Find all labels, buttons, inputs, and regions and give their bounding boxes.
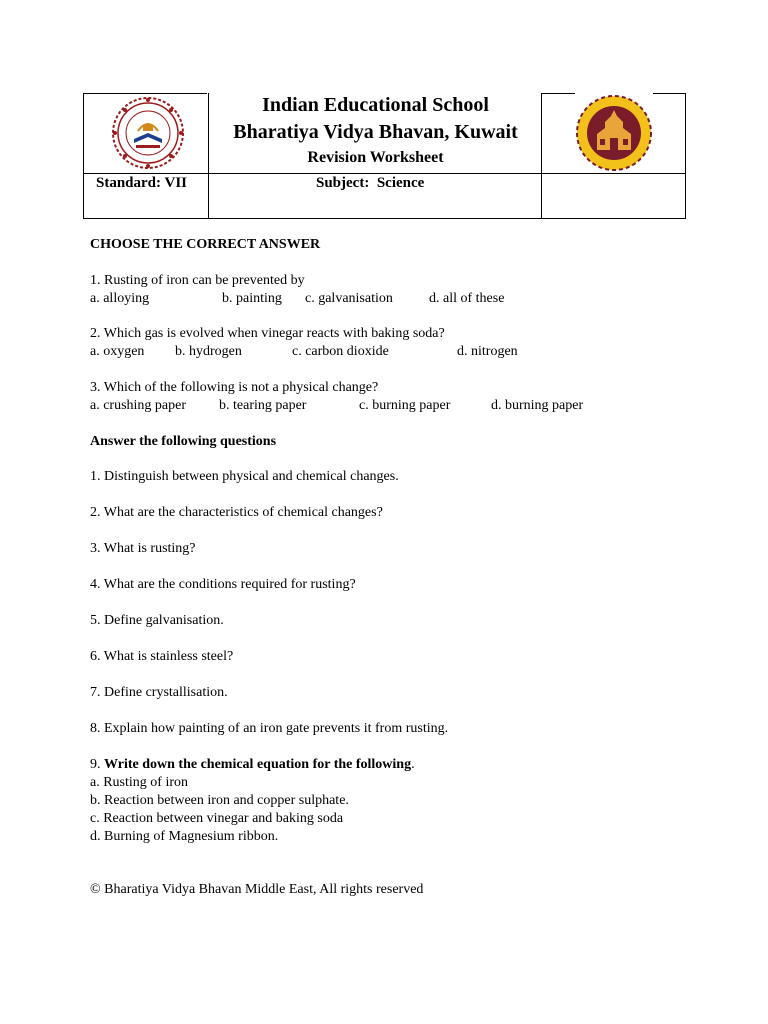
header-divider-left bbox=[208, 93, 209, 219]
header-bottom-border bbox=[83, 218, 686, 219]
org-name: Bharatiya Vidya Bhavan, Kuwait bbox=[233, 121, 518, 143]
header-divider-right bbox=[541, 93, 542, 219]
section-heading-mcq: CHOOSE THE CORRECT ANSWER bbox=[90, 237, 321, 252]
mcq-question: 3. Which of the following is not a physical change? bbox=[90, 380, 379, 395]
question-item: 8. Explain how painting of an iron gate prevents it from rusting. bbox=[90, 721, 449, 736]
temple-emblem-logo-icon bbox=[575, 94, 653, 172]
header-row-separator bbox=[83, 173, 686, 174]
question-item: 2. What are the characteristics of chemical changes? bbox=[90, 505, 383, 520]
school-crest-logo-icon bbox=[110, 95, 186, 171]
mcq-option: c. carbon dioxide bbox=[292, 344, 389, 359]
mcq-option: d. nitrogen bbox=[457, 344, 518, 359]
header-top-border-right bbox=[653, 93, 686, 94]
section-heading-answer: Answer the following questions bbox=[90, 434, 277, 449]
subject-label: Subject: Science bbox=[316, 175, 425, 191]
mcq-option: a. alloying bbox=[90, 291, 150, 306]
question-item: 5. Define galvanisation. bbox=[90, 613, 224, 628]
header-top-border bbox=[83, 93, 207, 94]
question-item: 3. What is rusting? bbox=[90, 541, 196, 556]
school-name: Indian Educational School bbox=[262, 94, 489, 116]
question-item: 6. What is stainless steel? bbox=[90, 649, 234, 664]
mcq-option: b. painting bbox=[222, 291, 282, 306]
mcq-option: a. crushing paper bbox=[90, 398, 187, 413]
question-item-9 bbox=[90, 757, 415, 773]
mcq-option: c. burning paper bbox=[359, 398, 451, 413]
mcq-option: c. galvanisation bbox=[305, 291, 393, 306]
question-punctuation: . bbox=[411, 757, 415, 772]
question-item: 7. Define crystallisation. bbox=[90, 685, 228, 700]
header-left-border bbox=[83, 93, 84, 219]
header-top-border-mid bbox=[541, 93, 575, 94]
mcq-option: d. all of these bbox=[429, 291, 505, 306]
mcq-option: a. oxygen bbox=[90, 344, 145, 359]
sub-item: a. Rusting of iron bbox=[90, 775, 188, 790]
mcq-option: b. hydrogen bbox=[175, 344, 242, 359]
mcq-question: 2. Which gas is evolved when vinegar reacts with baking soda? bbox=[90, 326, 445, 341]
mcq-option: b. tearing paper bbox=[219, 398, 307, 413]
sub-item: c. Reaction between vinegar and baking soda bbox=[90, 811, 344, 826]
question-item: 4. What are the conditions required for rusting? bbox=[90, 577, 356, 592]
sub-item: d. Burning of Magnesium ribbon. bbox=[90, 829, 279, 844]
question-number: 9. bbox=[90, 757, 104, 772]
doc-title: Revision Worksheet bbox=[307, 149, 444, 166]
sub-item: b. Reaction between iron and copper sulphate. bbox=[90, 793, 349, 808]
question-item: 1. Distinguish between physical and chemical changes. bbox=[90, 469, 399, 484]
mcq-question: 1. Rusting of iron can be prevented by bbox=[90, 273, 305, 288]
mcq-option: d. burning paper bbox=[491, 398, 584, 413]
standard-label: Standard: VII bbox=[96, 175, 188, 191]
copyright-footer: © Bharatiya Vidya Bhavan Middle East, All rights reserved bbox=[90, 882, 424, 897]
header-right-border bbox=[685, 93, 686, 219]
question-instruction: Write down the chemical equation for the following bbox=[104, 757, 412, 772]
